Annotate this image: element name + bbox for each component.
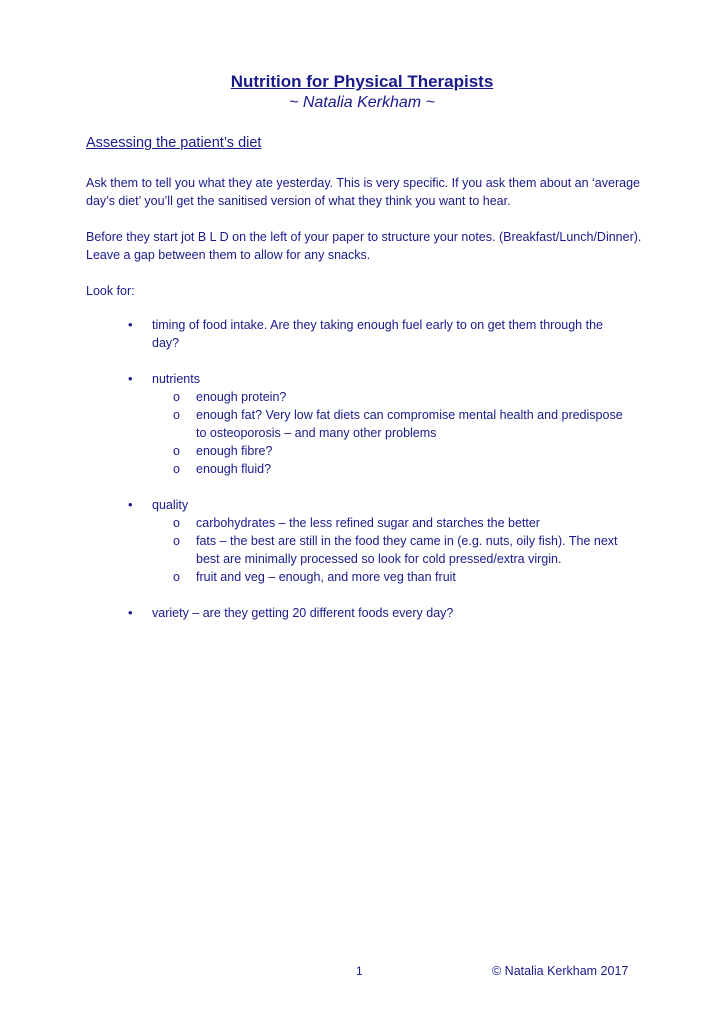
section-heading: Assessing the patient’s diet (86, 135, 262, 151)
bullet-icon: • (128, 317, 133, 332)
sub-bullet-icon: o (173, 534, 180, 548)
bullet-text-variety: variety – are they getting 20 different foods every day? (152, 606, 454, 620)
page-number: 1 (356, 964, 363, 978)
sub-bullet-text: enough fibre? (196, 444, 273, 458)
sub-bullet-icon: o (173, 408, 180, 422)
bullet-text-timing: timing of food intake. Are they taking enough fuel early to on get them through the day? (152, 318, 603, 350)
sub-bullet-text: fruit and veg – enough, and more veg than fruit (196, 570, 456, 584)
sub-bullet-icon: o (173, 390, 180, 404)
sub-bullet-text: carbohydrates – the less refined sugar and starches the better (196, 516, 540, 530)
sub-bullet-icon: o (173, 444, 180, 458)
sub-bullet-icon: o (173, 570, 180, 584)
document-title: Nutrition for Physical Therapists (230, 72, 494, 91)
bullet-icon: • (128, 497, 133, 512)
sub-bullet-text: fats – the best are still in the food they came in (e.g. nuts, oily fish). The next best are minimally processed so look for cold pressed/extra virgin. (196, 534, 618, 566)
bullet-icon: • (128, 371, 133, 386)
bullet-text-quality: quality (152, 498, 189, 512)
bullet-icon: • (128, 605, 133, 620)
sub-bullet-text: enough fluid? (196, 462, 272, 476)
sub-bullet-icon: o (173, 516, 180, 530)
paragraph-yesterday: Ask them to tell you what they ate yesterday. This is very specific. If you ask them about an ‘average day’s diet’ you’ll get the sanitised version of what they think you want to hear. (86, 176, 640, 208)
paragraph-bld: Before they start jot B L D on the left of your paper to structure your notes. (Breakfast/Lunch/Dinner). Leave a gap between them to allow for any snacks. (86, 230, 642, 262)
document-author: ~ Natalia Kerkham ~ (289, 94, 435, 111)
sub-bullet-text: enough fat? Very low fat diets can compromise mental health and predispose to osteoporosis – and many other problems (196, 408, 623, 440)
paragraph-look-for: Look for: (86, 284, 135, 298)
copyright-notice: © Natalia Kerkham 2017 (492, 964, 629, 978)
bullet-text-nutrients: nutrients (152, 372, 200, 386)
sub-bullet-text: enough protein? (196, 390, 287, 404)
sub-bullet-icon: o (173, 462, 180, 476)
